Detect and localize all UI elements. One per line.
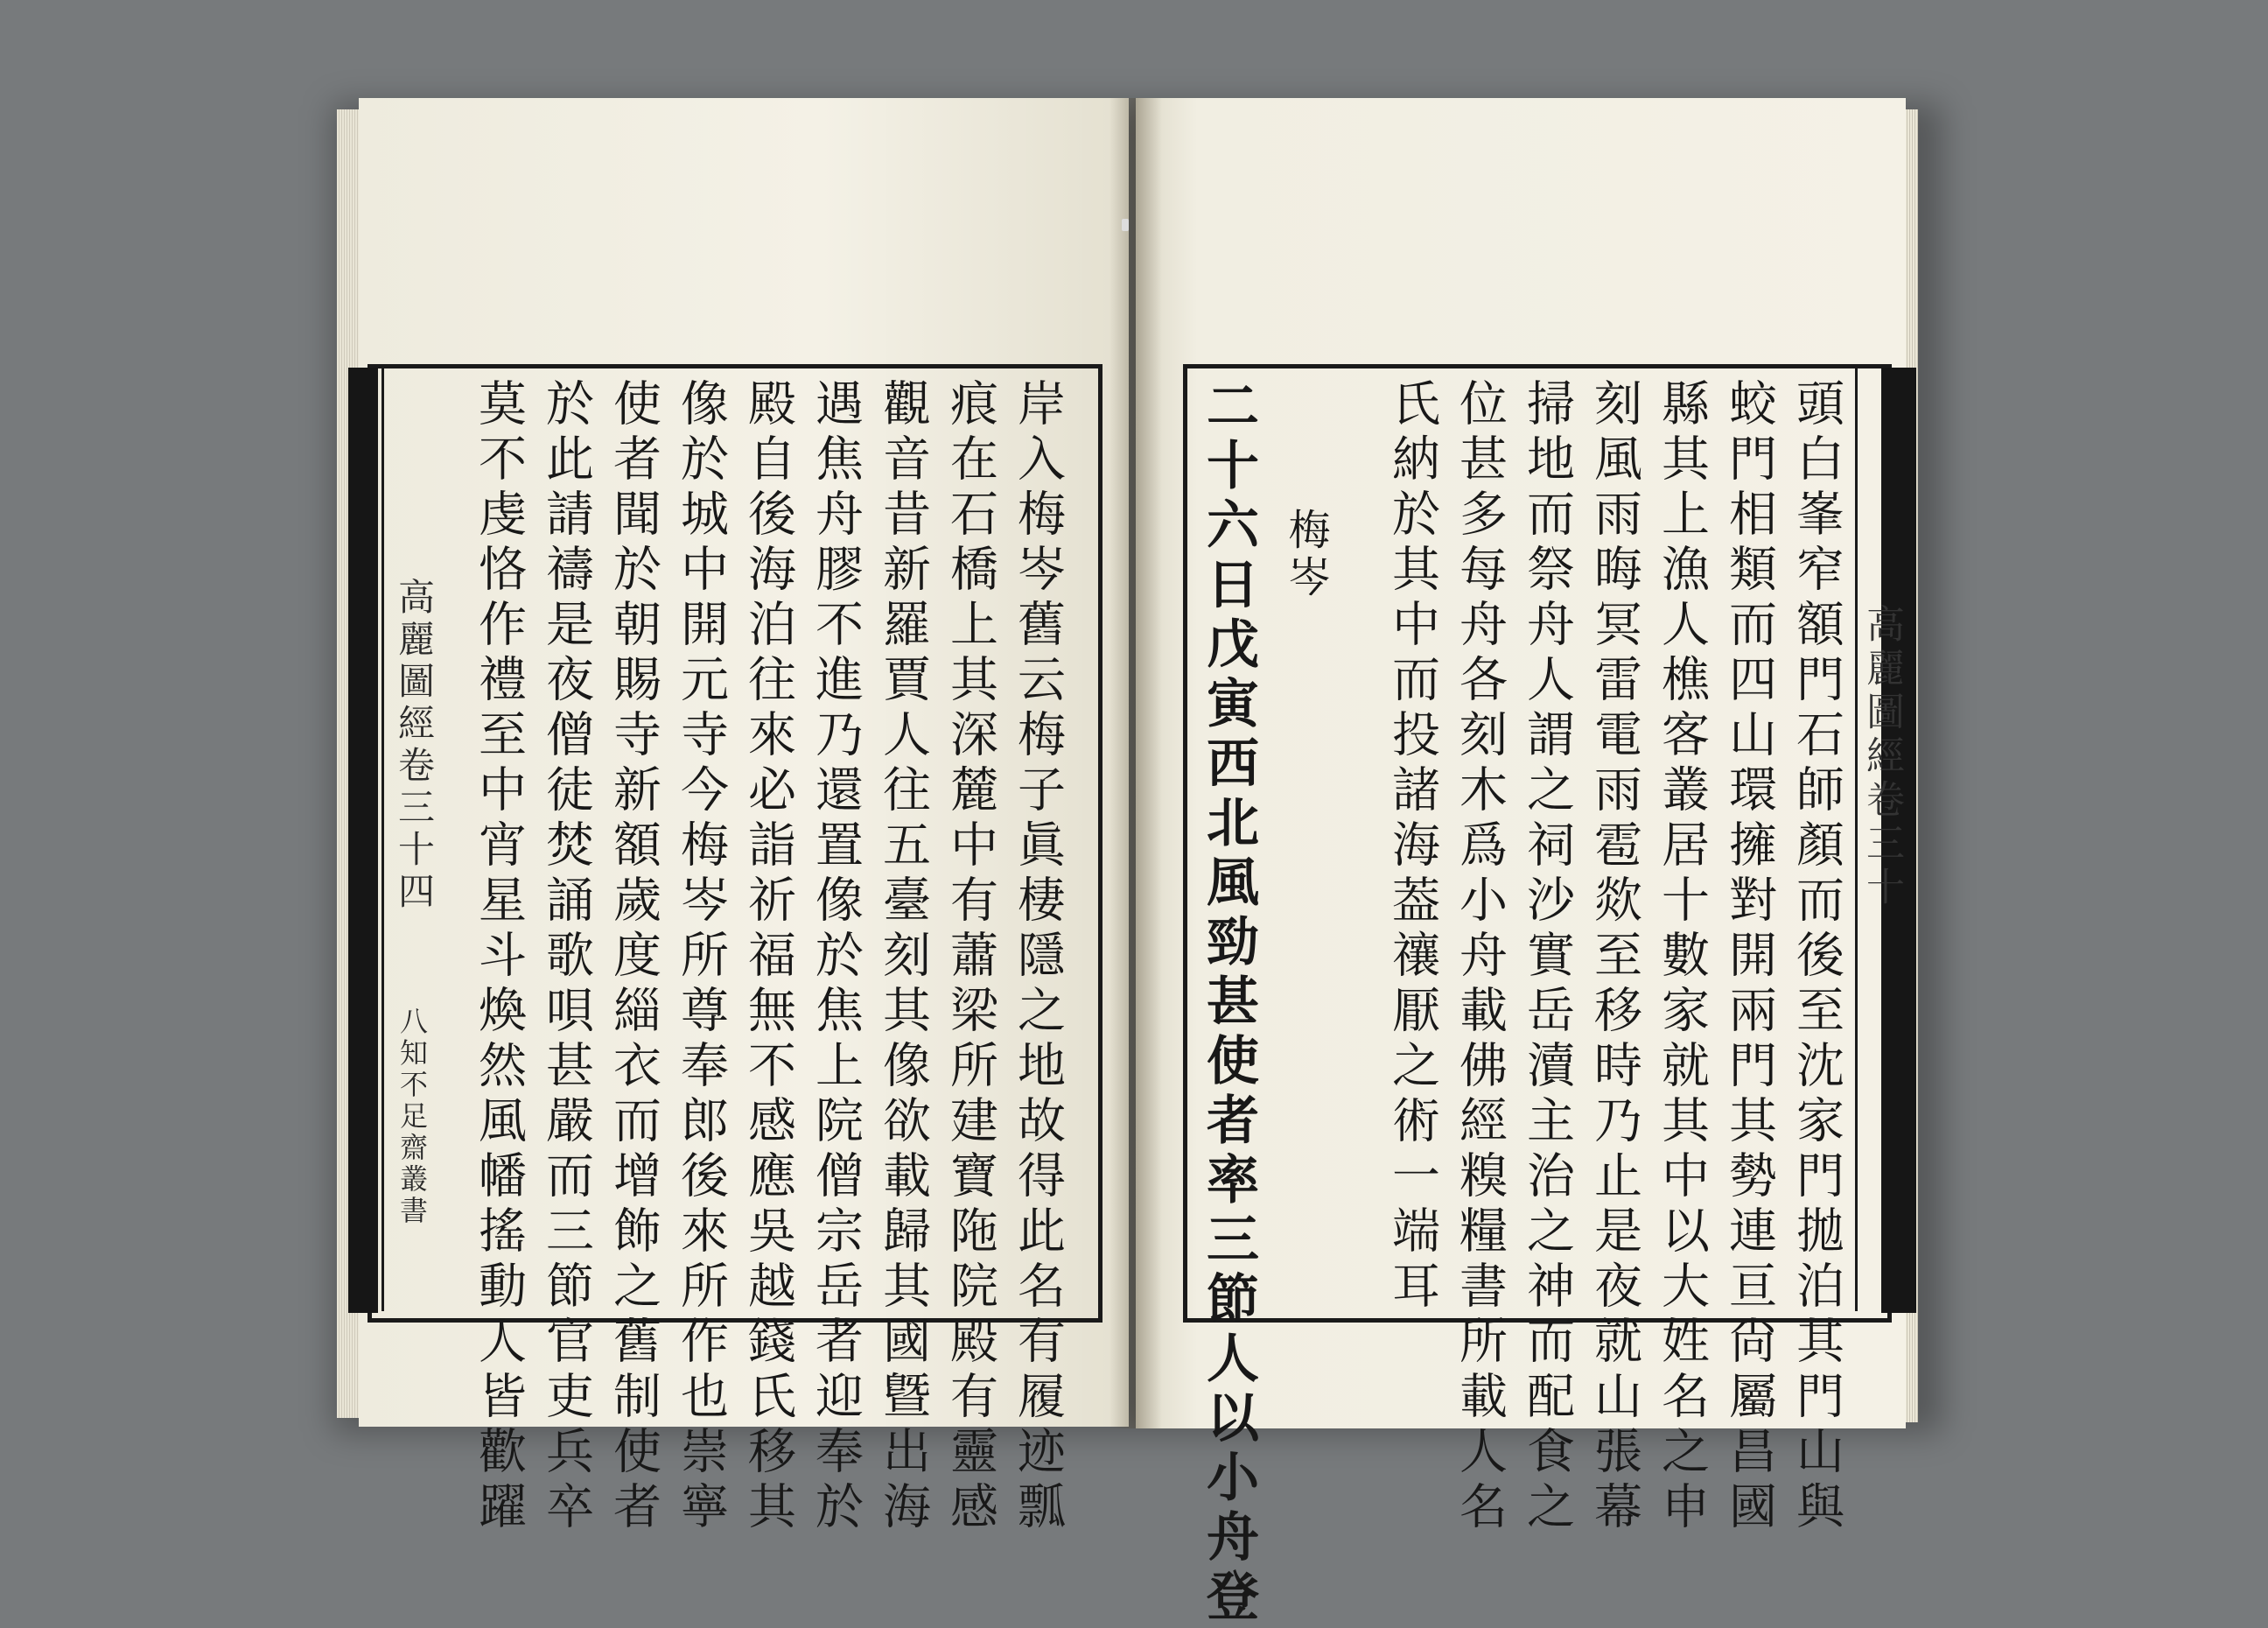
right-column-1: 頭白峯窄額門石師顏而後至沈家門拋泊其門山與 (1788, 378, 1844, 1536)
section-heading: 梅岑 (1281, 508, 1330, 602)
right-column-5: 掃地而祭舟人謂之祠沙實岳瀆主治之神而配食之 (1519, 378, 1575, 1536)
right-column-6: 位甚多每舟各刻木爲小舟載佛經糗糧書所載人名 (1452, 378, 1508, 1536)
right-inner-rule (1855, 368, 1858, 1311)
right-column-4: 刻風雨晦冥雷電雨雹欻至移時乃止是夜就山張幕 (1586, 378, 1642, 1536)
left-column-1: 岸入梅岑舊云梅子眞棲隱之地故得此名有履迹瓢 (1010, 378, 1066, 1536)
left-column-9: 莫不虔恪作禮至中宵星斗煥然風幡搖動人皆歡躍 (471, 378, 527, 1536)
left-column-6: 像於城中開元寺今梅岑所尊奉郎後來所作也崇寧 (673, 378, 729, 1536)
left-column-3: 觀音昔新羅賈人往五臺刻其像欲載歸其國曁出海 (875, 378, 931, 1536)
right-column-7: 氏納於其中而投諸海葢禳厭之術一端耳 (1384, 378, 1440, 1316)
book-gutter (1110, 98, 1162, 1428)
right-column-2: 蛟門相類而四山環擁對開兩門其勢連亘尙屬昌國 (1721, 378, 1777, 1536)
left-edge-ink (348, 368, 378, 1313)
right-column-3: 縣其上漁人樵客叢居十數家就其中以大姓名之申 (1654, 378, 1710, 1536)
left-inner-rule (382, 368, 384, 1311)
left-column-5: 殿自後海泊往來必詣祈福無不感應吳越錢氏移其 (740, 378, 796, 1536)
left-column-7: 使者聞於朝賜寺新額歲度緇衣而增飾之舊制使者 (606, 378, 662, 1536)
left-column-8: 於此請禱是夜僧徒焚誦歌唄甚嚴而三節官吏兵卒 (538, 378, 594, 1536)
right-margin-title: 高麗圖經卷三十 (1859, 604, 1904, 910)
binding-stitch (1122, 219, 1129, 231)
date-line: 二十六日戊寅西北風勁甚使者率三節人以小舟登 (1198, 378, 1259, 1628)
left-column-4: 遇焦舟膠不進乃還置像於焦上院僧宗岳者迎奉於 (808, 378, 864, 1536)
left-column-2: 痕在石橋上其深麓中有蕭梁所建寶陁院殿有靈感 (942, 378, 998, 1536)
left-margin-publisher: 八知不足齋叢書 (396, 1007, 429, 1227)
left-margin-title: 高麗圖經卷三十四 (393, 578, 436, 914)
